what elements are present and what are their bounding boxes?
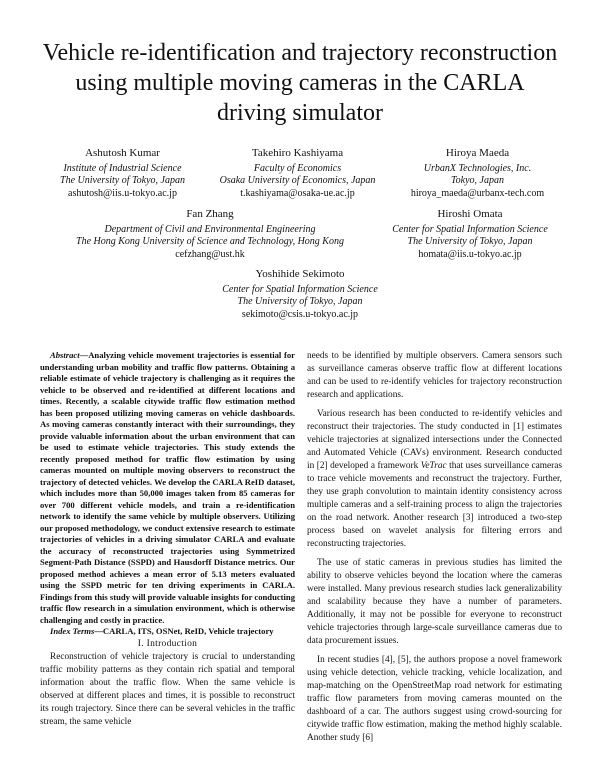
author-org: The University of Tokyo, Japan (237, 296, 363, 307)
index-terms-text: —CARLA, ITS, OSNet, ReID, Vehicle trajectory (94, 626, 274, 636)
paragraph-2-start: Various research has been conducted to re-identify vehicles and reconstruct their trajectories. The study conducted in [1] estimates vehicle trajectories at signalized intersections under the Connected and Automated Vehicle (CAVs) environment. Research conducted in [2] developed a framework (307, 409, 562, 471)
paragraph-2 (307, 408, 562, 551)
author-email: sekimoto@csis.u-tokyo.ac.jp (241, 308, 359, 320)
author-block-3 (385, 147, 570, 200)
author-name: Fan Zhang (186, 208, 234, 220)
author-email: homata@iis.u-tokyo.ac.jp (418, 248, 522, 260)
paragraph-2-rest: that uses surveillance cameras to trace vehicle movements and reconstruct the trajectory. Further, they use graph convolution to maintain identity consistency across multiple cameras and a self-training process to align the trajectories on the road network. Another research [3] introduced a two-step process based on wavelet analysis for filtering errors and reconstructing trajectories. (307, 461, 562, 549)
intro-paragraph: Reconstruction of vehicle trajectory is crucial to understanding traffic mobility patterns as they contain rich spatial and temporal information about the traffic flow. When the same vehicle is observed at different places and times, it is possible to reconstruct its rough trajectory. Since there can be several vehicles in the traffic stream, the same vehicle (40, 651, 295, 727)
author-org: The Hong Kong University of Science and Technology, Hong Kong (76, 236, 344, 247)
author-dept: UrbanX Technologies, Inc. (423, 162, 532, 174)
author-block-6 (200, 268, 400, 321)
author-email: t.kashiyama@osaka-ue.ac.jp (240, 187, 355, 199)
author-dept: Faculty of Economics (253, 162, 342, 174)
author-block-2 (205, 147, 390, 200)
paragraph-4: In recent studies [4], [5], the authors propose a novel framework using vehicle detection, vehicle tracking, vehicle localization, and map-matching on the OpenStreetMap road network for estimating traffic flow parameters from moving cameras mounted on the dashboard of a car. The authors suggest using crowd-sourcing for citywide traffic flow estimation, making the method highly scalable. Another study [6] (307, 655, 562, 743)
abstract-text: —Analyzing vehicle movement trajectories is essential for understanding urban mobility and traffic flow patterns. Obtaining a reliable estimate of vehicle trajectory is challenging as it requires the vehicle to be observed and re-identified at different locations and times. Recently, a scalable citywide traffic flow estimation method has been proposed utilizing moving cameras on vehicle dashboards. As moving cameras constantly interact with their surroundings, they provide valuable information about the urban environment that can be used to estimate vehicle trajectories. This study extends the recently proposed method for traffic flow estimation by using cameras mounted on multiple moving observers to reconstruct the trajectory of detected vehicles. We develop the CARLA ReID dataset, which includes more than 50,000 images taken from 85 cameras for over 700 different vehicle models, and train a re-identification network to identify the same vehicle by multiple observers. Utilizing our proposed methodology, we conduct extensive research to estimate trajectories of vehicles in a driving simulator CARLA and evaluate the accuracy of reconstructed trajectories using Symmetrized Segment-Path Distance (SSPD) and Hausdorff Distance metrics. Our proposed method achieves a mean error of 5.13 meters evaluated using the SSPD metric for ten driving experiments in CARLA. Findings from this study will provide valuable insights for conducting traffic flow research in a simulation environment, which is otherwise challenging and costly in practice. (40, 350, 295, 625)
author-name: Yoshihide Sekimoto (255, 268, 345, 280)
author-dept: Department of Civil and Environmental Engineering (104, 223, 316, 235)
index-terms (40, 626, 295, 638)
author-block-4 (60, 208, 360, 261)
author-block-5 (370, 208, 570, 261)
author-org: Tokyo, Japan (451, 175, 504, 186)
author-email: cefzhang@ust.hk (175, 248, 245, 260)
author-name: Takehiro Kashiyama (251, 147, 344, 159)
abstract-label: Abstract (50, 350, 80, 360)
vetrac-term: VeTrac (420, 461, 447, 471)
right-column (307, 350, 562, 745)
index-terms-label: Index Terms (50, 626, 95, 636)
left-column (40, 350, 295, 729)
author-org: The University of Tokyo, Japan (60, 175, 185, 186)
author-dept: Center for Spatial Information Science (222, 283, 378, 295)
paragraph-1: needs to be identified by multiple observers. Camera sensors such as surveillance cameras observe traffic flow at different locations and can be used to re-identify vehicles for trajectory reconstruction research and applications. (307, 351, 562, 400)
author-name: Hiroshi Omata (437, 208, 503, 220)
author-name: Hiroya Maeda (445, 147, 510, 159)
author-name: Ashutosh Kumar (85, 147, 160, 159)
author-dept: Center for Spatial Information Science (392, 223, 548, 235)
abstract (40, 350, 295, 626)
author-block-1 (35, 147, 210, 200)
author-email: hiroya_maeda@urbanx-tech.com (410, 187, 545, 199)
author-dept: Institute of Industrial Science (63, 162, 182, 174)
author-org: The University of Tokyo, Japan (407, 236, 533, 247)
author-email: ashutosh@iis.u-tokyo.ac.jp (68, 187, 177, 199)
author-org: Osaka University of Economics, Japan (219, 175, 376, 186)
paper-title: Vehicle re-identification and trajectory reconstruction using multiple moving cameras in the CARLA driving simulator (42, 40, 558, 126)
paragraph-3: The use of static cameras in previous studies has limited the ability to observe vehicles beyond the location where the cameras were installed. Many previous research studies lack generalizability and scalability because they have a number of parameters. Additionally, it may not be possible for everyone to reconstruct vehicle trajectories through large-scale surveillance cameras due to data procurement issues. (307, 558, 562, 646)
section-heading: I. Introduction (137, 638, 198, 649)
